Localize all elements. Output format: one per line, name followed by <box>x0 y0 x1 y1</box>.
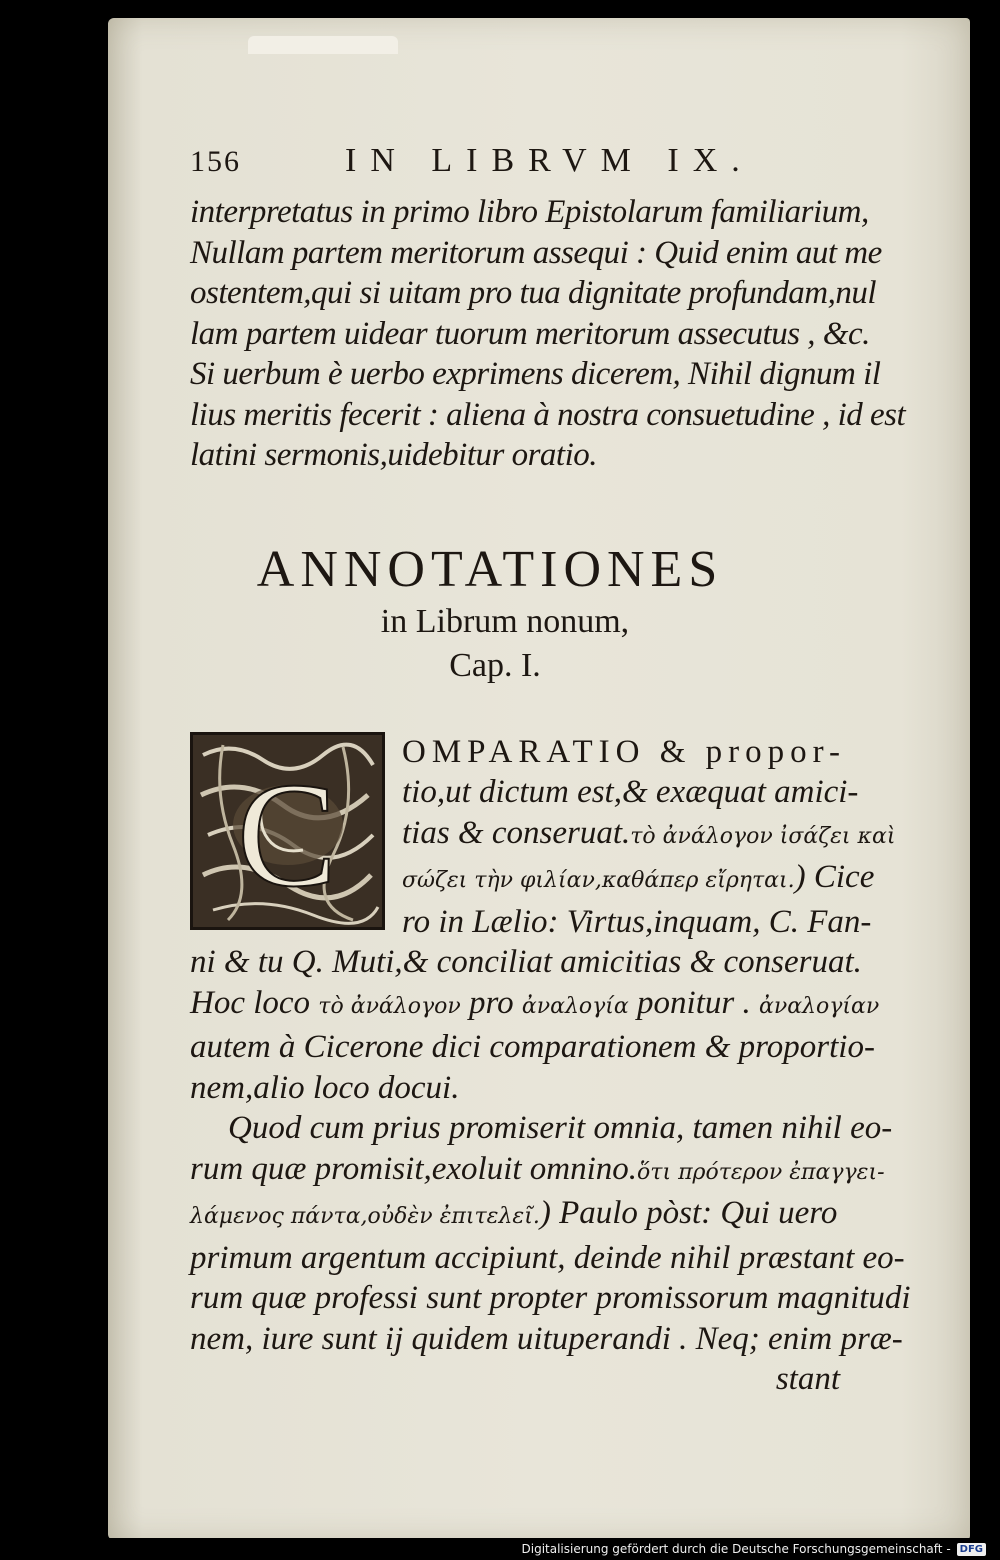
top-paragraph <box>190 192 906 476</box>
folio-number: 156 <box>190 145 241 178</box>
footer-credit: Digitalisierung gefördert durch die Deutsche Forschungsgemeinschaft - <box>521 1542 951 1556</box>
text-line: Nullam partem meritorum assequi : Quid enim aut me <box>190 234 882 271</box>
text-line: nem,alio loco docui. <box>190 1069 460 1106</box>
section-heading <box>190 540 790 688</box>
text-line: ro in Lælio: Virtus,inquam, C. Fan- <box>402 903 872 940</box>
greek-text: τὸ ἀνάλογον ἰσάζει καὶ <box>630 823 896 849</box>
running-head <box>190 142 850 192</box>
text-line: tias & conseruat.τὸ ἀνάλογον ἰσάζει καὶ <box>402 814 896 851</box>
annotation-section <box>190 732 911 1400</box>
decorated-initial <box>190 732 385 930</box>
text-line: OMPARATIO & propor- <box>402 733 846 770</box>
text-line: tio,ut dictum est,& exæquat amici- <box>402 774 859 810</box>
text-line: latini sermonis,uidebitur oratio. <box>190 437 598 473</box>
greek-text: ὅτι πρότερον ἐπαγγει- <box>637 1159 885 1185</box>
text-line: ostentem,qui si uitam pro tua dignitate profundam,nul <box>190 275 877 311</box>
digitization-footer <box>0 1538 1000 1560</box>
dfg-logo-icon: DFG <box>957 1543 986 1556</box>
text-line: rum quæ professi sunt propter promissorum magnitudi <box>190 1280 911 1316</box>
heading-sub: in Librum nonum, <box>380 602 630 640</box>
text-line: autem à Cicerone dici comparationem & proportio- <box>190 1029 875 1065</box>
lines-full-width <box>190 942 911 1400</box>
greek-text: λάμενος πάντα,οὐδὲν ἐπιτελεῖ. <box>190 1204 540 1229</box>
greek-text: σώζει τὴν φιλίαν,καθάπερ εἴρηται. <box>402 868 795 893</box>
running-head-title: IN LIBRVM IX. <box>345 142 754 179</box>
page-edge <box>248 36 398 54</box>
text-line: nem, iure sunt ij quidem uituperandi . Neq; enim præ- <box>190 1320 903 1357</box>
woodcut-initial-icon <box>193 735 382 927</box>
text-line: lam partem uidear tuorum meritorum assecutus , &c. <box>190 315 870 352</box>
text-line: σώζει τὴν φιλίαν,καθάπερ εἴρηται.) Cice <box>402 859 875 895</box>
initial-letter: C <box>236 751 338 918</box>
text-line: interpretatus in primo libro Epistolarum familiarium, <box>190 194 869 230</box>
greek-text: τὸ ἀνάλογον <box>318 993 461 1019</box>
catchword: stant <box>775 1361 840 1397</box>
heading-chapter: Cap. I. <box>449 646 541 684</box>
greek-text: ἀναλογία <box>521 993 629 1019</box>
text-line: primum argentum accipiunt, deinde nihil præstant eo- <box>190 1239 905 1276</box>
text-line: λάμενος πάντα,οὐδὲν ἐπιτελεῖ.) Paulo pòst: Qui uero <box>190 1195 838 1231</box>
text-line: Si uerbum è uerbo exprimens dicerem, Nihil dignum il <box>190 356 881 392</box>
text-line: lius meritis fecerit : aliena à nostra consuetudine , id est <box>190 396 906 433</box>
text-line: rum quæ promisit,exoluit omnino.ὅτι πρότερον ἐπαγγει- <box>190 1150 885 1187</box>
text-line: ni & tu Q. Muti,& conciliat amicitias & conseruat. <box>190 944 862 980</box>
greek-text: ἀναλογίαν <box>758 993 880 1019</box>
heading-main: ANNOTATIONES <box>256 540 724 598</box>
text-line: Quod cum prius promiserit omnia, tamen nihil eo- <box>228 1110 893 1146</box>
page-text-block <box>190 142 911 1400</box>
text-line: Hoc loco τὸ ἀνάλογον pro ἀναλογία ponitur . ἀναλογίαν <box>190 984 880 1021</box>
